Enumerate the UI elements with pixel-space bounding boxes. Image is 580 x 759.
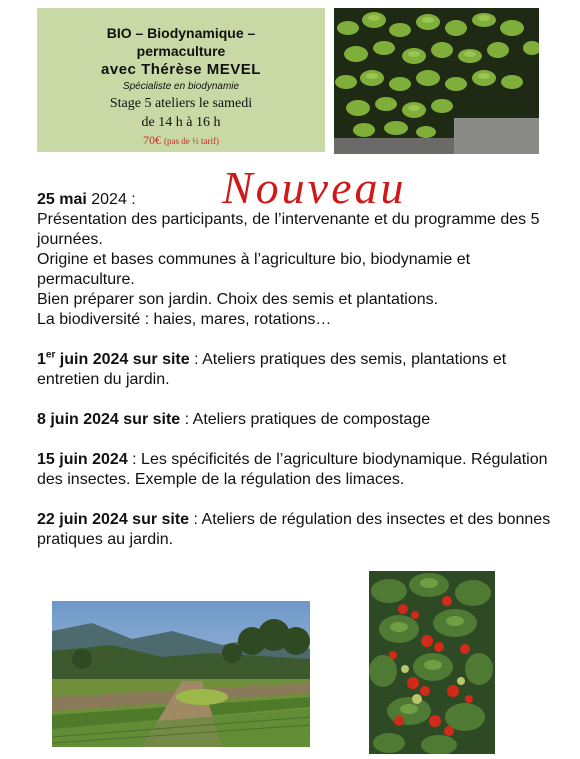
- session-1-date: 25 mai: [37, 191, 87, 208]
- stage-info: Stage 5 ateliers le samedi: [109, 96, 253, 111]
- session-3-date: 8 juin 2024 sur site: [37, 411, 181, 428]
- session-5-text: : Ateliers de régulation des insectes et des bonnes pratiques au jardin.: [37, 511, 551, 548]
- session-1-year: 2024 :: [86, 191, 136, 208]
- header-title-line1: BIO – Biodynamique –: [106, 25, 256, 41]
- session-2-text: : Ateliers pratiques des semis, plantations et entretien du jardin.: [37, 351, 507, 388]
- session-1-line-3: Bien préparer son jardin. Choix des semis et plantations.: [37, 291, 439, 308]
- instructor-name: avec Thérèse MEVEL: [101, 61, 261, 78]
- nouveau-banner: Nouveau: [222, 162, 407, 213]
- seedlings-photo: [334, 8, 539, 154]
- price: [37, 132, 325, 149]
- session-1-line-4: La biodiversité : haies, mares, rotations…: [37, 311, 332, 328]
- session-4-text: : Les spécificités de l’agriculture biodynamique. Régulation des insectes. Exemple de la régulation des limaces.: [37, 451, 548, 488]
- garden-photo: [52, 601, 310, 747]
- session-1-line-1: Présentation des participants, de l’intervenante et du programme des 5 journées.: [37, 211, 540, 248]
- session-5: [37, 510, 557, 550]
- session-2: [37, 350, 557, 390]
- session-4-date: 15 juin 2024: [37, 451, 128, 468]
- session-5-date: 22 juin 2024 sur site: [37, 511, 190, 528]
- session-3: [37, 410, 557, 430]
- session-1-heading: [37, 190, 557, 210]
- price-note: (pas de ½ tarif): [164, 136, 219, 146]
- tomato-photo: [369, 571, 495, 754]
- session-2-date: 1er juin 2024 sur site: [37, 349, 190, 368]
- session-1-line-2: Origine et bases communes à l’agriculture bio, biodynamie et permaculture.: [37, 251, 471, 288]
- header-title-line2: permaculture: [136, 43, 226, 59]
- session-4: [37, 450, 557, 490]
- stage-hours: de 14 h à 16 h: [141, 115, 221, 130]
- session-3-text: : Ateliers pratiques de compostage: [180, 411, 431, 428]
- header-box: [37, 8, 325, 152]
- instructor-specialty: Spécialiste en biodynamie: [122, 81, 240, 92]
- price-value: 70€: [143, 133, 161, 147]
- program-content: [37, 190, 557, 550]
